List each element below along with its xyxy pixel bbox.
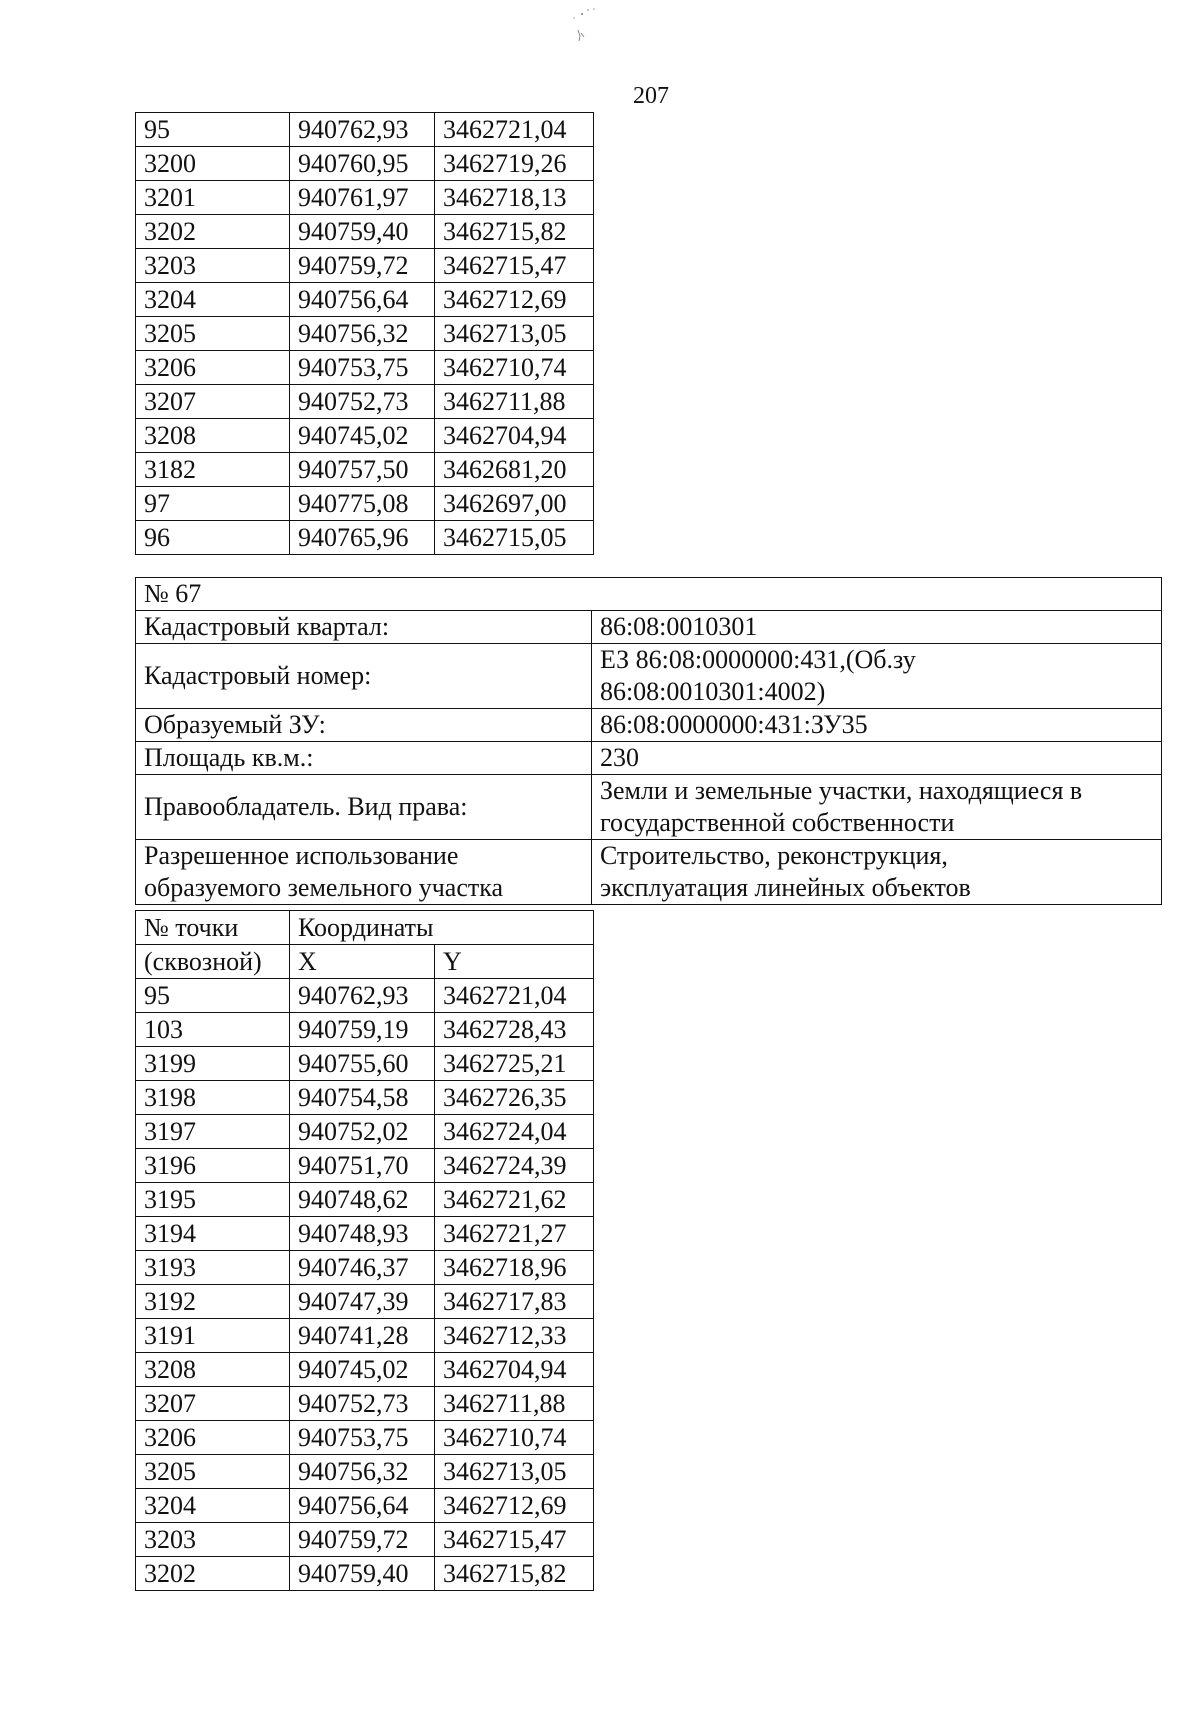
- x-coordinate: 940756,32: [290, 1455, 435, 1489]
- y-coordinate: 3462721,27: [435, 1217, 594, 1251]
- right-holder-line: государственной собственности: [599, 808, 955, 837]
- y-coordinate: 3462715,47: [435, 1523, 594, 1557]
- y-coordinate: 3462681,20: [435, 453, 594, 487]
- point-number: 3193: [136, 1251, 290, 1285]
- y-coordinate: 3462704,94: [435, 419, 594, 453]
- x-coordinate: 940748,62: [290, 1183, 435, 1217]
- y-coordinate: 3462715,47: [435, 249, 594, 283]
- table-row: [136, 1149, 594, 1183]
- coordinates-table: [135, 910, 594, 1591]
- y-coordinate: 3462712,69: [435, 283, 594, 317]
- permitted-use-label-line: Разрешенное использование: [144, 841, 459, 870]
- y-coordinate: 3462724,39: [435, 1149, 594, 1183]
- table-row: [136, 1081, 594, 1115]
- x-coordinate: 940759,72: [290, 1523, 435, 1557]
- point-number: 3199: [136, 1047, 290, 1081]
- point-header-sub: (сквозной): [136, 945, 290, 979]
- point-number: 3195: [136, 1183, 290, 1217]
- x-coordinate: 940762,93: [290, 113, 435, 147]
- x-coordinate: 940756,32: [290, 317, 435, 351]
- x-coordinate: 940775,08: [290, 487, 435, 521]
- table-row: [136, 1387, 594, 1421]
- table-row: [136, 1047, 594, 1081]
- y-coordinate: 3462725,21: [435, 1047, 594, 1081]
- area-label: Площадь кв.м.:: [136, 742, 592, 775]
- table-row: [136, 1421, 594, 1455]
- x-coordinate: 940759,19: [290, 1013, 435, 1047]
- table-row: [136, 1353, 594, 1387]
- point-number: 97: [136, 487, 290, 521]
- point-number: 3203: [136, 249, 290, 283]
- right-holder-line: Земли и земельные участки, находящиеся в: [599, 776, 1083, 805]
- x-coordinate: 940752,02: [290, 1115, 435, 1149]
- point-number: 95: [136, 979, 290, 1013]
- x-coordinate: 940753,75: [290, 1421, 435, 1455]
- table-row: [136, 1183, 594, 1217]
- x-coordinate: 940751,70: [290, 1149, 435, 1183]
- table-row: [136, 1013, 594, 1047]
- point-number: 3182: [136, 453, 290, 487]
- point-number: 3191: [136, 1319, 290, 1353]
- table-row: [136, 1557, 594, 1591]
- point-number: 3196: [136, 1149, 290, 1183]
- y-coordinate: 3462728,43: [435, 1013, 594, 1047]
- x-coordinate: 940759,40: [290, 215, 435, 249]
- page-number: 207: [633, 83, 669, 109]
- table-row: [136, 453, 594, 487]
- cadastral-number-label: Кадастровый номер:: [136, 644, 592, 709]
- point-number: 3203: [136, 1523, 290, 1557]
- x-coordinate: 940761,97: [290, 181, 435, 215]
- table-row: [136, 147, 594, 181]
- point-number: 3197: [136, 1115, 290, 1149]
- permitted-use-label-line: образуемого земельного участка: [144, 873, 504, 902]
- x-coordinate: 940746,37: [290, 1251, 435, 1285]
- y-coordinate: 3462721,62: [435, 1183, 594, 1217]
- x-coordinate: 940748,93: [290, 1217, 435, 1251]
- y-coordinate: 3462704,94: [435, 1353, 594, 1387]
- cadastral-quarter-label: Кадастровый квартал:: [136, 611, 592, 644]
- x-coordinate: 940762,93: [290, 979, 435, 1013]
- x-coordinate: 940756,64: [290, 1489, 435, 1523]
- point-number: 3200: [136, 147, 290, 181]
- x-coordinate: 940747,39: [290, 1285, 435, 1319]
- x-coordinate: 940759,72: [290, 249, 435, 283]
- x-coordinate: 940765,96: [290, 521, 435, 555]
- point-number: 3205: [136, 317, 290, 351]
- y-coordinate: 3462724,04: [435, 1115, 594, 1149]
- point-number: 3204: [136, 1489, 290, 1523]
- table-row: [136, 1285, 594, 1319]
- y-coordinate: 3462718,13: [435, 181, 594, 215]
- y-coordinate: 3462721,04: [435, 113, 594, 147]
- x-coordinate: 940752,73: [290, 385, 435, 419]
- y-coordinate: 3462721,04: [435, 979, 594, 1013]
- table-row: [136, 249, 594, 283]
- y-coordinate: 3462711,88: [435, 385, 594, 419]
- x-coordinate: 940760,95: [290, 147, 435, 181]
- permitted-use-value-line: Строительство, реконструкция,: [599, 841, 948, 870]
- scan-speckle: [560, 0, 620, 50]
- table-row: [136, 283, 594, 317]
- table-row: [136, 1523, 594, 1557]
- plot-number: № 67: [136, 578, 1162, 611]
- x-coordinate: 940759,40: [290, 1557, 435, 1591]
- point-number: 3202: [136, 215, 290, 249]
- y-coordinate: 3462712,69: [435, 1489, 594, 1523]
- y-coordinate: 3462726,35: [435, 1081, 594, 1115]
- cadastral-quarter-value: 86:08:0010301: [591, 611, 1161, 644]
- table-row: [136, 181, 594, 215]
- plot-info-table: [135, 577, 1162, 905]
- table-row: [136, 419, 594, 453]
- table-row: [136, 385, 594, 419]
- formed-plot-label: Образуемый ЗУ:: [136, 709, 592, 742]
- point-number: 3202: [136, 1557, 290, 1591]
- coordinates-header: Координаты: [290, 911, 594, 945]
- y-coordinate: 3462710,74: [435, 1421, 594, 1455]
- table-row: [136, 317, 594, 351]
- point-header: № точки: [136, 911, 290, 945]
- y-coordinate: 3462712,33: [435, 1319, 594, 1353]
- permitted-use-value-line: эксплуатация линейных объектов: [599, 873, 971, 902]
- y-coordinate: 3462715,05: [435, 521, 594, 555]
- x-coordinate: 940755,60: [290, 1047, 435, 1081]
- point-number: 3201: [136, 181, 290, 215]
- y-coordinate: 3462719,26: [435, 147, 594, 181]
- right-holder-value: [591, 775, 1161, 840]
- table-row: [136, 1489, 594, 1523]
- point-number: 3194: [136, 1217, 290, 1251]
- cadastral-number-line: 86:08:0010301:4002): [599, 677, 826, 706]
- point-number: 3205: [136, 1455, 290, 1489]
- table-row: [136, 487, 594, 521]
- x-coordinate: 940741,28: [290, 1319, 435, 1353]
- area-value: 230: [591, 742, 1161, 775]
- y-coordinate: 3462718,96: [435, 1251, 594, 1285]
- x-coordinate: 940745,02: [290, 1353, 435, 1387]
- y-coordinate: 3462697,00: [435, 487, 594, 521]
- permitted-use-label: [136, 840, 592, 905]
- point-number: 95: [136, 113, 290, 147]
- table-row: [136, 1251, 594, 1285]
- point-number: 3192: [136, 1285, 290, 1319]
- right-holder-label: Правообладатель. Вид права:: [136, 775, 592, 840]
- table-row: [136, 521, 594, 555]
- x-coordinate: 940752,73: [290, 1387, 435, 1421]
- y-coordinate: 3462713,05: [435, 1455, 594, 1489]
- y-coordinate: 3462715,82: [435, 215, 594, 249]
- point-number: 3206: [136, 1421, 290, 1455]
- y-coordinate: 3462710,74: [435, 351, 594, 385]
- y-header: Y: [435, 945, 594, 979]
- table-row: [136, 1115, 594, 1149]
- table-row: [136, 1217, 594, 1251]
- table-row: [136, 979, 594, 1013]
- y-coordinate: 3462711,88: [435, 1387, 594, 1421]
- y-coordinate: 3462713,05: [435, 317, 594, 351]
- point-number: 3208: [136, 419, 290, 453]
- x-header: X: [290, 945, 435, 979]
- point-number: 3198: [136, 1081, 290, 1115]
- point-number: 3206: [136, 351, 290, 385]
- x-coordinate: 940753,75: [290, 351, 435, 385]
- table-row: [136, 1319, 594, 1353]
- table-row: [136, 351, 594, 385]
- formed-plot-value: 86:08:0000000:431:ЗУ35: [591, 709, 1161, 742]
- x-coordinate: 940757,50: [290, 453, 435, 487]
- point-number: 103: [136, 1013, 290, 1047]
- permitted-use-value: [591, 840, 1161, 905]
- cadastral-number-value: [591, 644, 1161, 709]
- x-coordinate: 940754,58: [290, 1081, 435, 1115]
- cadastral-number-line: ЕЗ 86:08:0000000:431,(Об.зу: [599, 645, 916, 674]
- coordinates-table-continued: [135, 112, 594, 555]
- point-number: 3207: [136, 1387, 290, 1421]
- table-row: [136, 1455, 594, 1489]
- y-coordinate: 3462717,83: [435, 1285, 594, 1319]
- x-coordinate: 940756,64: [290, 283, 435, 317]
- point-number: 3208: [136, 1353, 290, 1387]
- table-row: [136, 215, 594, 249]
- y-coordinate: 3462715,82: [435, 1557, 594, 1591]
- x-coordinate: 940745,02: [290, 419, 435, 453]
- table-row: [136, 113, 594, 147]
- point-number: 96: [136, 521, 290, 555]
- point-number: 3207: [136, 385, 290, 419]
- point-number: 3204: [136, 283, 290, 317]
